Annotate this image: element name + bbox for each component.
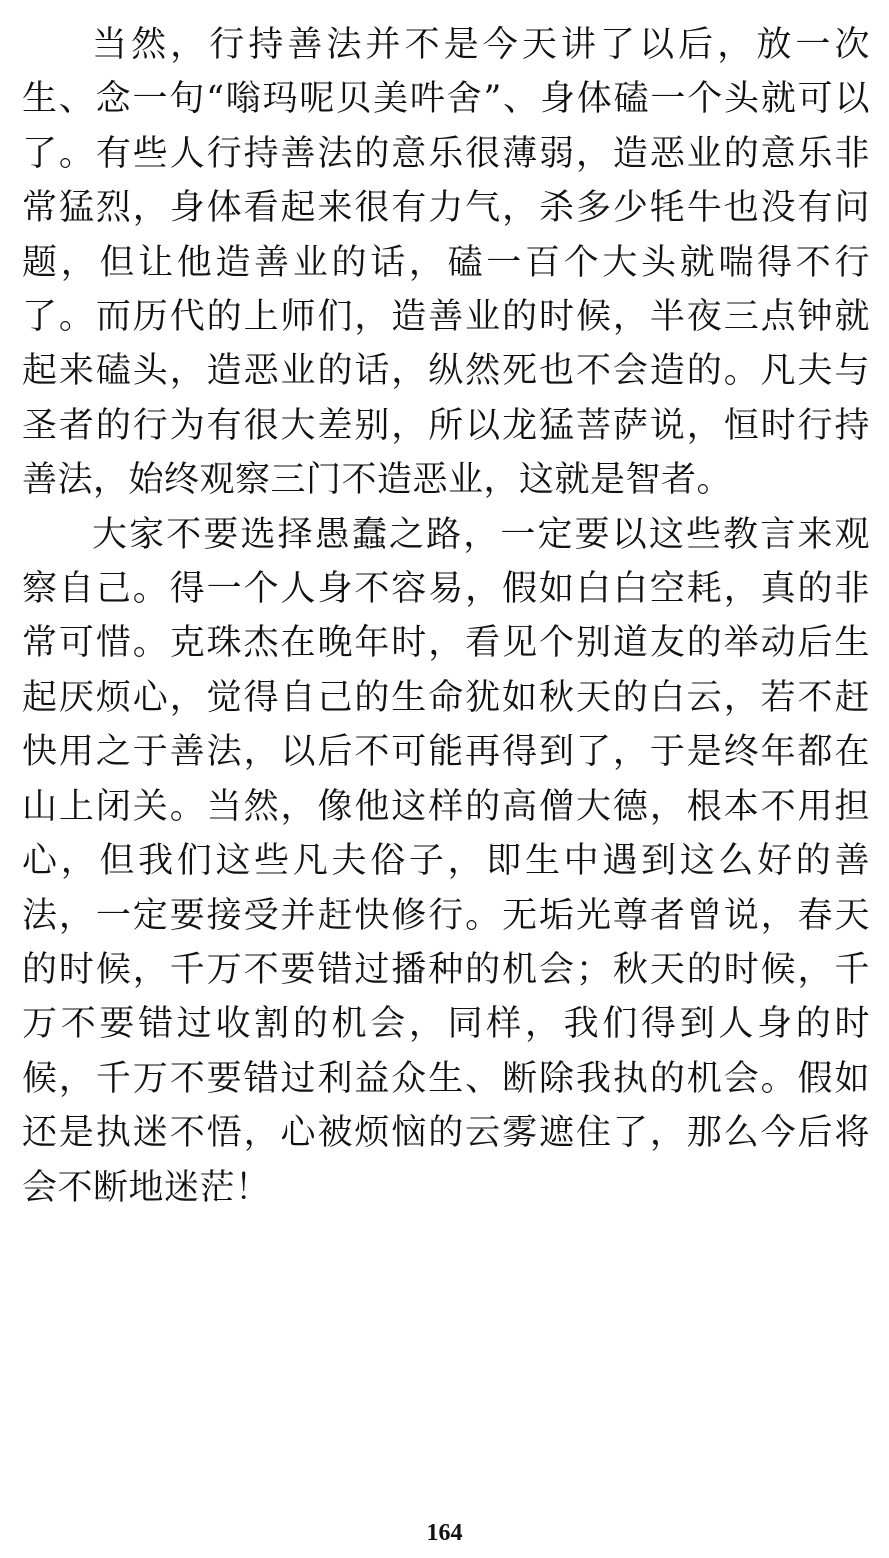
page-body <box>22 18 870 1215</box>
paragraph-2: 大家不要选择愚蠢之路，一定要以这些教言来观察自己。得一个人身不容易，假如白白空耗，真的非常可惜。克珠杰在晚年时，看见个别道友的举动后生起厌烦心，觉得自己的生命犹如秋天的白云，若不赶快用之于善法，以后不可能再得到了，于是终年都在山上闭关。当然，像他这样的高僧大德，根本不用担心，但我们这些凡夫俗子，即生中遇到这么好的善法，一定要接受并赶快修行。无垢光尊者曾说，春天的时候，千万不要错过播种的机会；秋天的时候，千万不要错过收割的机会，同样，我们得到人身的时候，千万不要错过利益众生、断除我执的机会。假如还是执迷不悟，心被烦恼的云雾遮住了，那么今后将会不断地迷茫！ <box>22 514 870 1208</box>
page-number: 164 <box>426 1520 463 1546</box>
paragraph-1: 当然，行持善法并不是今天讲了以后，放一次生、念一句“嗡玛呢贝美吽舍”、身体磕一个头就可以了。有些人行持善法的意乐很薄弱，造恶业的意乐非常猛烈，身体看起来很有力气，杀多少牦牛也没有问题，但让他造善业的话，磕一百个大头就喘得不行了。而历代的上师们，造善业的时候，半夜三点钟就起来磕头，造恶业的话，纵然死也不会造的。凡夫与圣者的行为有很大差别，所以龙猛菩萨说，恒时行持善法，始终观察三门不造恶业，这就是智者。 <box>22 25 870 501</box>
